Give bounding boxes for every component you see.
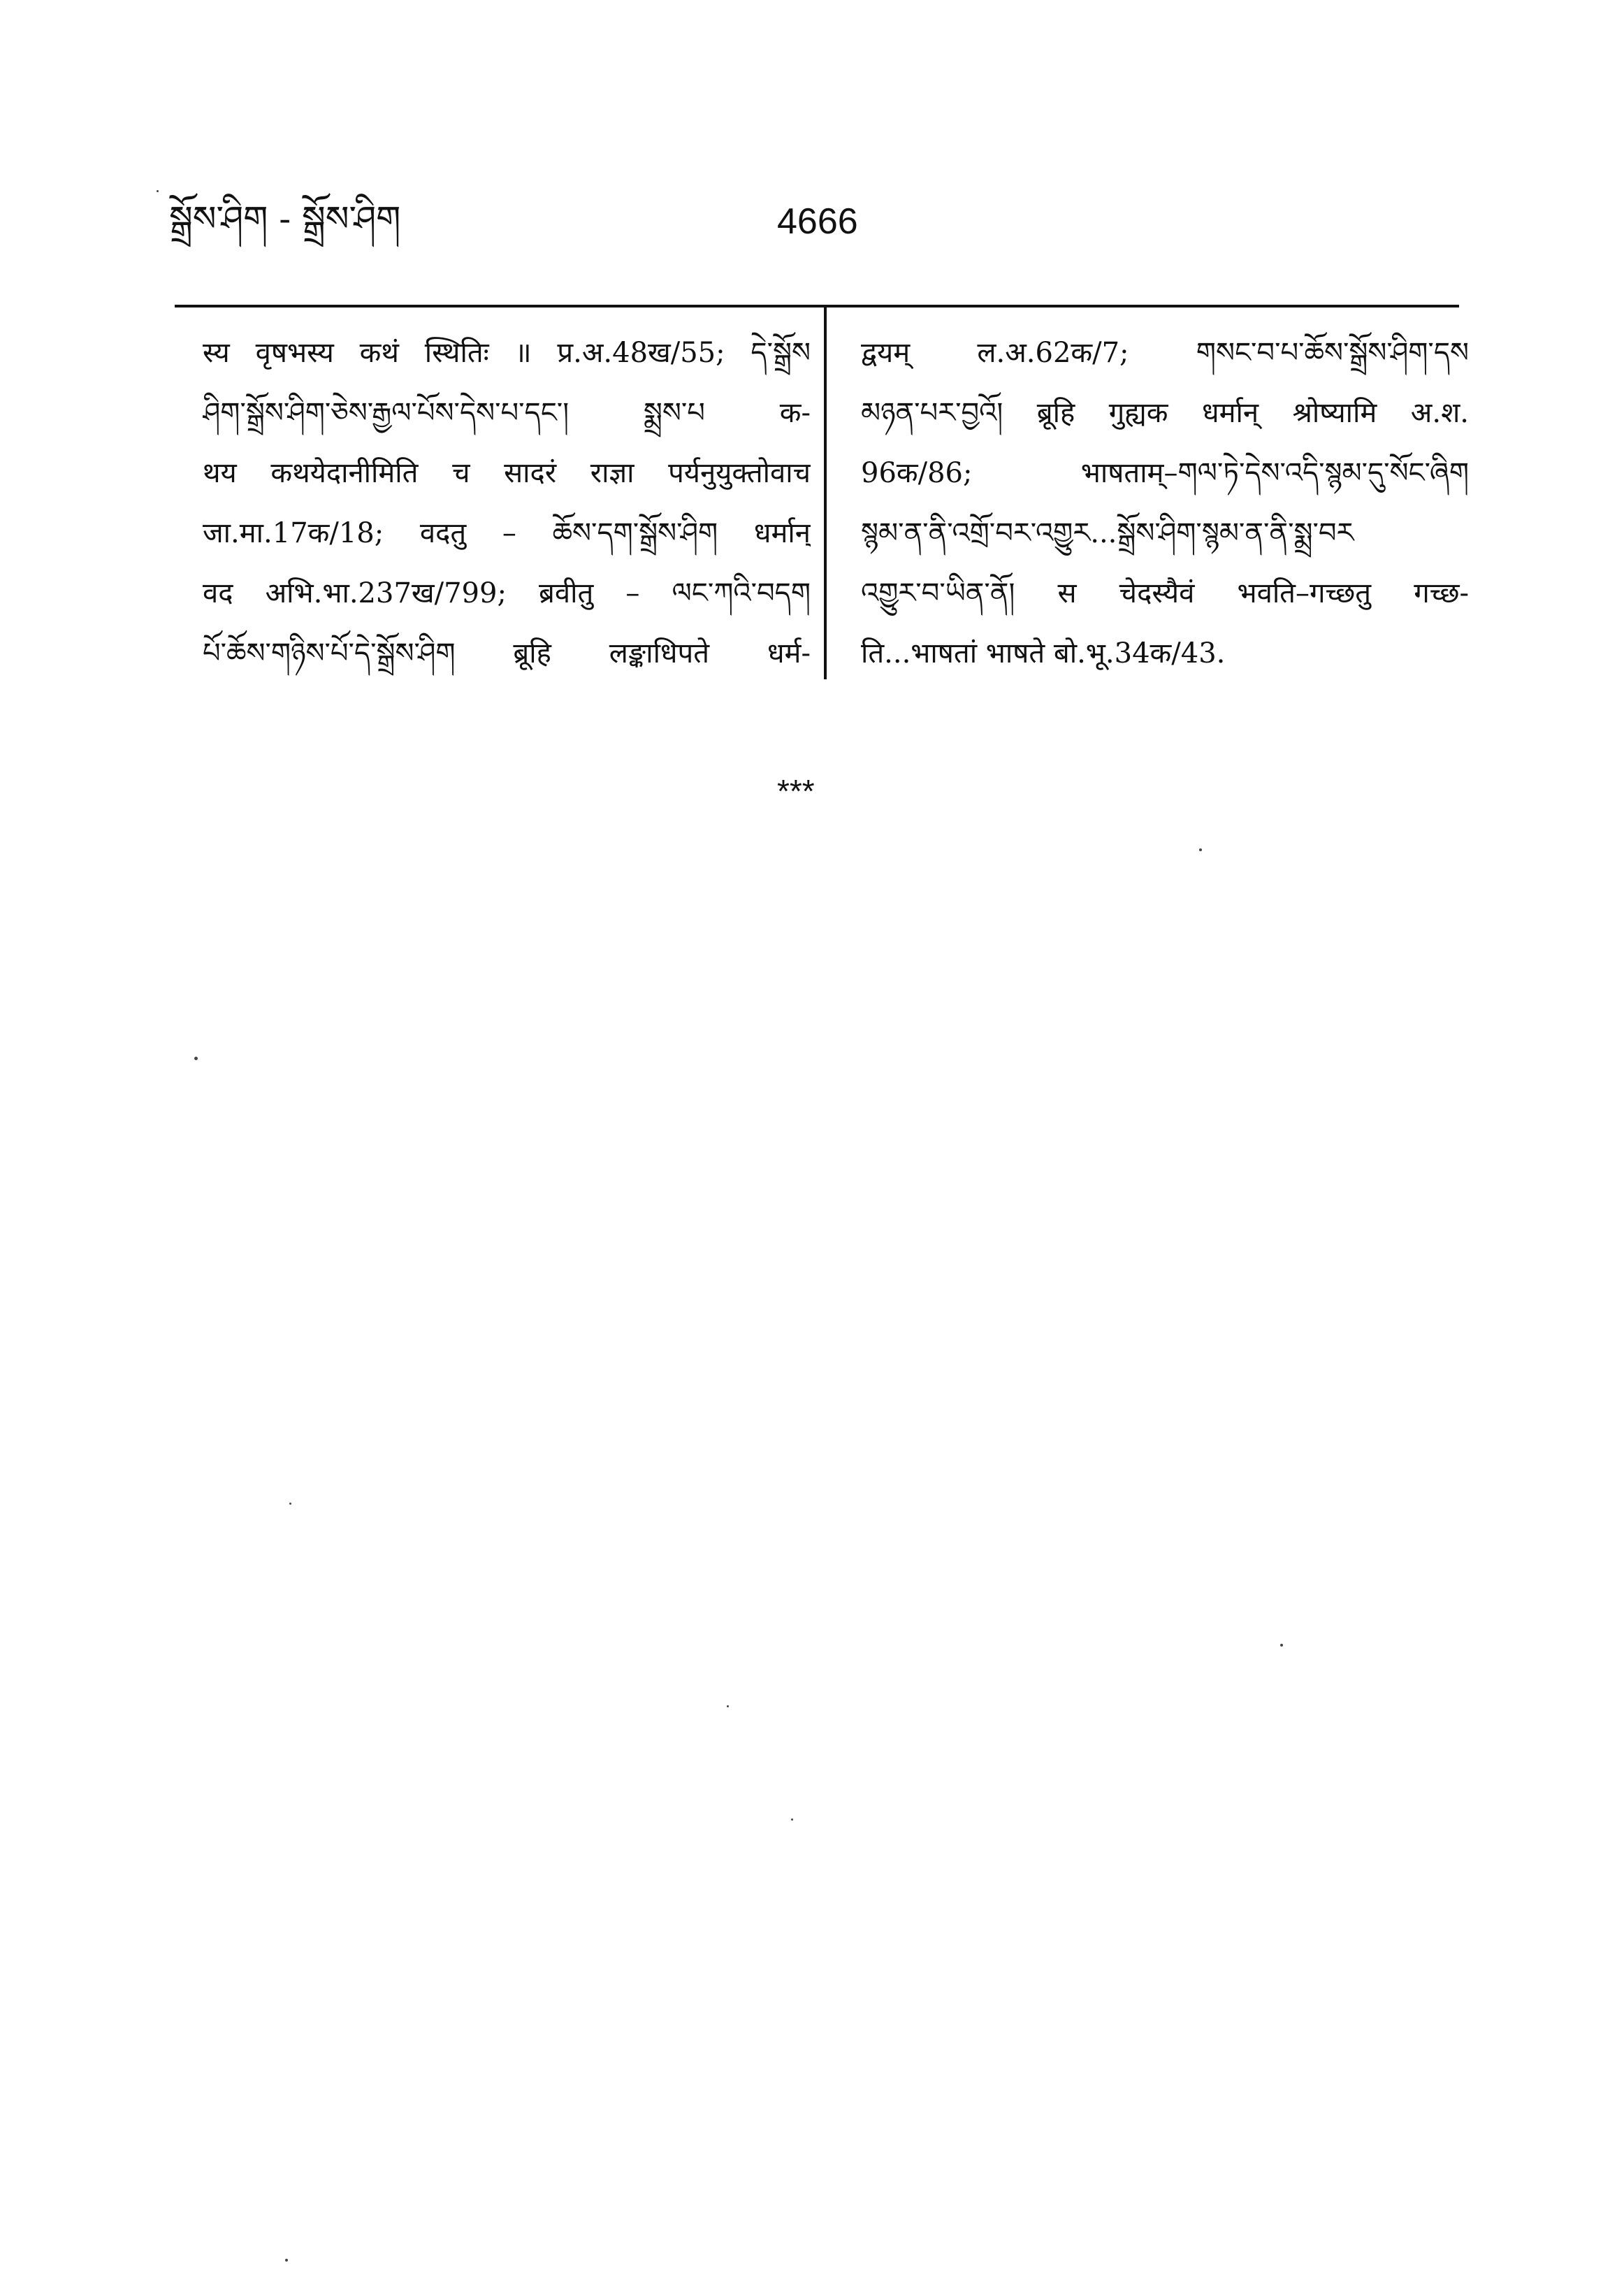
scan-speck	[727, 1705, 729, 1707]
left-column-line: जा.मा.17क/18; वदतु – ཆོས་དག་སྒྲོས་ཤིག धर्मान्	[203, 517, 811, 549]
right-column-line: द्वयम् ल.अ.62क/7; གསང་བ་པ་ཆོས་སྒྲོས་ཤིག་དས	[861, 337, 1469, 369]
right-column-line: མཉན་པར་བྱའོ། ब्रूहि गुह्यक धर्मान् श्रोष्यामि अ.श.	[861, 397, 1469, 429]
right-column-line: སྙམ་ན་ནི་འགྲོ་བར་འགྱུར...སྒྲོས་ཤིག་སྙམ་ན་ནི་སྨྲ་བར	[861, 517, 1354, 549]
left-column-line: स्य वृषभस्य कथं स्थितिः ॥ प्र.अ.48ख/55; དེ་སྒྲོས	[203, 337, 811, 369]
page-number: 4666	[777, 201, 858, 242]
left-column-line: པོ་ཆོས་གཉིས་པོ་དེ་སྒྲོས་ཤིག ब्रूहि लङ्काधिपते धर्म-	[203, 637, 811, 670]
scan-speck	[791, 1818, 793, 1821]
scan-speck	[194, 1057, 198, 1060]
scan-speck	[285, 2259, 288, 2262]
scan-speck	[1280, 1644, 1283, 1647]
left-column-line: वद अभि.भा.237ख/799; ब्रवीतु – ལང་ཀའི་བདག	[203, 577, 811, 609]
right-column	[861, 323, 1469, 683]
header-rule	[175, 305, 1459, 308]
left-column	[203, 323, 811, 683]
scan-speck	[1199, 848, 1202, 851]
scan-speck	[289, 1503, 291, 1505]
right-column-line: 96क/86; भाषताम्–གལ་ཏེ་དེས་འདི་སྙམ་དུ་སོང་ཞིག	[861, 457, 1469, 489]
right-column-line: ति...भाषतां भाषते बो.भू.34क/43.	[861, 637, 1226, 670]
running-head-guide-words: སྒྲོས་ཤིག - སྒྲོས་ཤིག	[169, 198, 401, 239]
right-column-line: འགྱུར་བ་ཡིན་ནོ། स चेदस्यैवं भवति–गच्छतु गच्छ-	[861, 577, 1469, 609]
section-end-ornament: ***	[777, 773, 815, 809]
left-column-line: थय कथयेदानीमिति च सादरं राज्ञा पर्यनुयुक्तोवाच	[203, 457, 811, 489]
left-column-line: ཤིག་སྒྲོས་ཤིག་ཅེས་རྒྱལ་པོས་དེས་པ་དང་། སྨྲས་པ क-	[203, 397, 811, 429]
column-divider	[824, 308, 827, 679]
scan-speck	[157, 190, 159, 192]
